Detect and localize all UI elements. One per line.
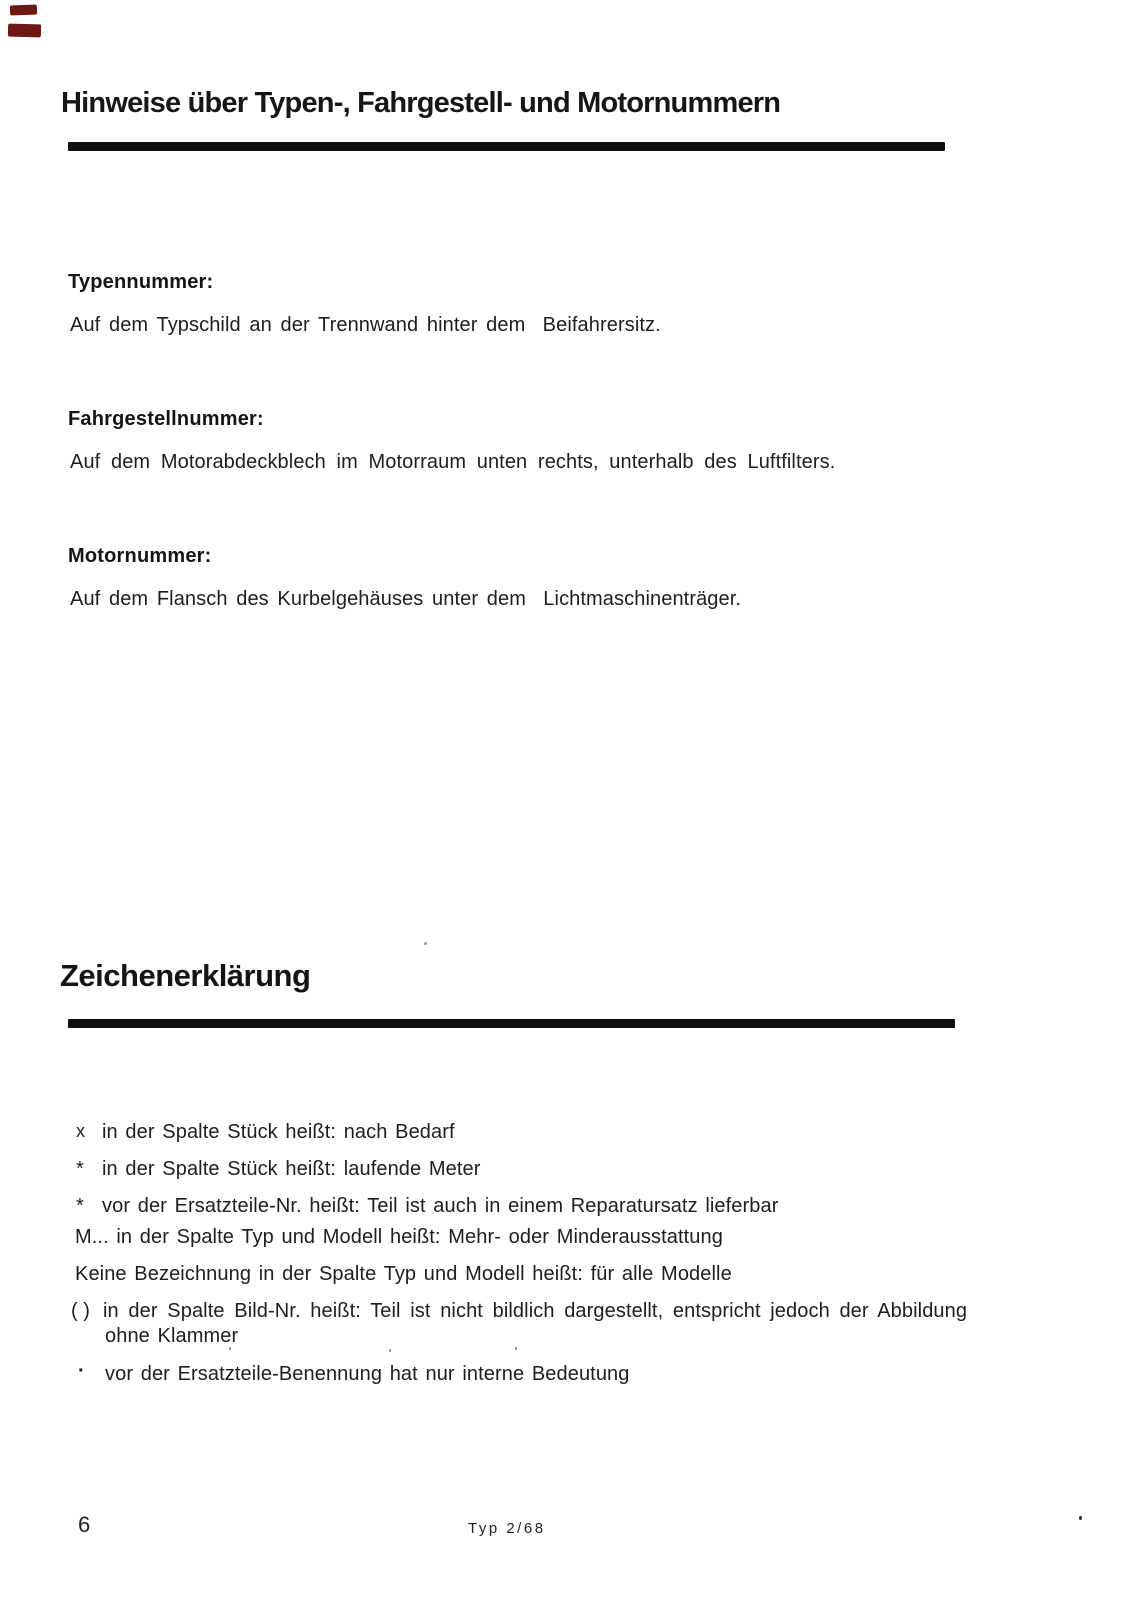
section-label-fahrgestellnummer: Fahrgestellnummer: [68,408,264,430]
legend-rule [68,1019,955,1028]
footer-doc-ref: Typ 2/68 [468,1520,546,1537]
corner-mark-top [10,5,37,16]
legend-item-text: in der Spalte Bild-Nr. heißt: Teil ist nicht bildlich dargestellt, entspricht jedoch der Abbildung [103,1300,968,1322]
legend-item-text: Keine Bezeichnung in der Spalte Typ und Modell heißt: für alle Modelle [75,1263,732,1285]
section-body-motornummer: Auf dem Flansch des Kurbelgehäuses unter dem Lichtmaschinenträger. [70,588,742,610]
scan-speck [515,1347,517,1350]
corner-mark-bottom [8,24,41,38]
legend-item-text-line2: ohne Klammer [105,1325,239,1347]
section-body-typennummer: Auf dem Typschild an der Trennwand hinter dem Beifahrersitz. [70,314,661,336]
title-rule [68,142,945,151]
legend-item-marker: ( ) [71,1300,90,1322]
section-body-fahrgestellnummer: Auf dem Motorabdeckblech im Motorraum unten rechts, unterhalb des Luftfilters. [70,451,836,473]
legend-item-text: M... in der Spalte Typ und Modell heißt: Mehr- oder Minderausstattung [75,1226,723,1248]
scan-speck [1079,1516,1082,1520]
legend-item-marker: x [76,1121,85,1141]
scan-speck [424,942,427,945]
legend-item-text: in der Spalte Stück heißt: nach Bedarf [102,1121,455,1143]
legend-heading: Zeichenerklärung [60,958,311,993]
scan-speck [229,1347,231,1350]
legend-item-text: vor der Ersatzteile-Nr. heißt: Teil ist auch in einem Reparatursatz lieferbar [102,1195,779,1217]
scan-speck [389,1349,391,1352]
section-label-typennummer: Typennummer: [68,271,214,293]
legend-item-marker: · [78,1360,85,1382]
footer-page-number: 6 [78,1512,91,1537]
legend-item-text: in der Spalte Stück heißt: laufende Meter [102,1158,481,1180]
legend-item-text: vor der Ersatzteile-Benennung hat nur interne Bedeutung [105,1363,630,1385]
section-label-motornummer: Motornummer: [68,545,212,567]
legend-item-marker: * [76,1158,84,1180]
page-title: Hinweise über Typen-, Fahrgestell- und Motornummern [61,87,781,119]
legend-item-marker: * [76,1195,84,1217]
